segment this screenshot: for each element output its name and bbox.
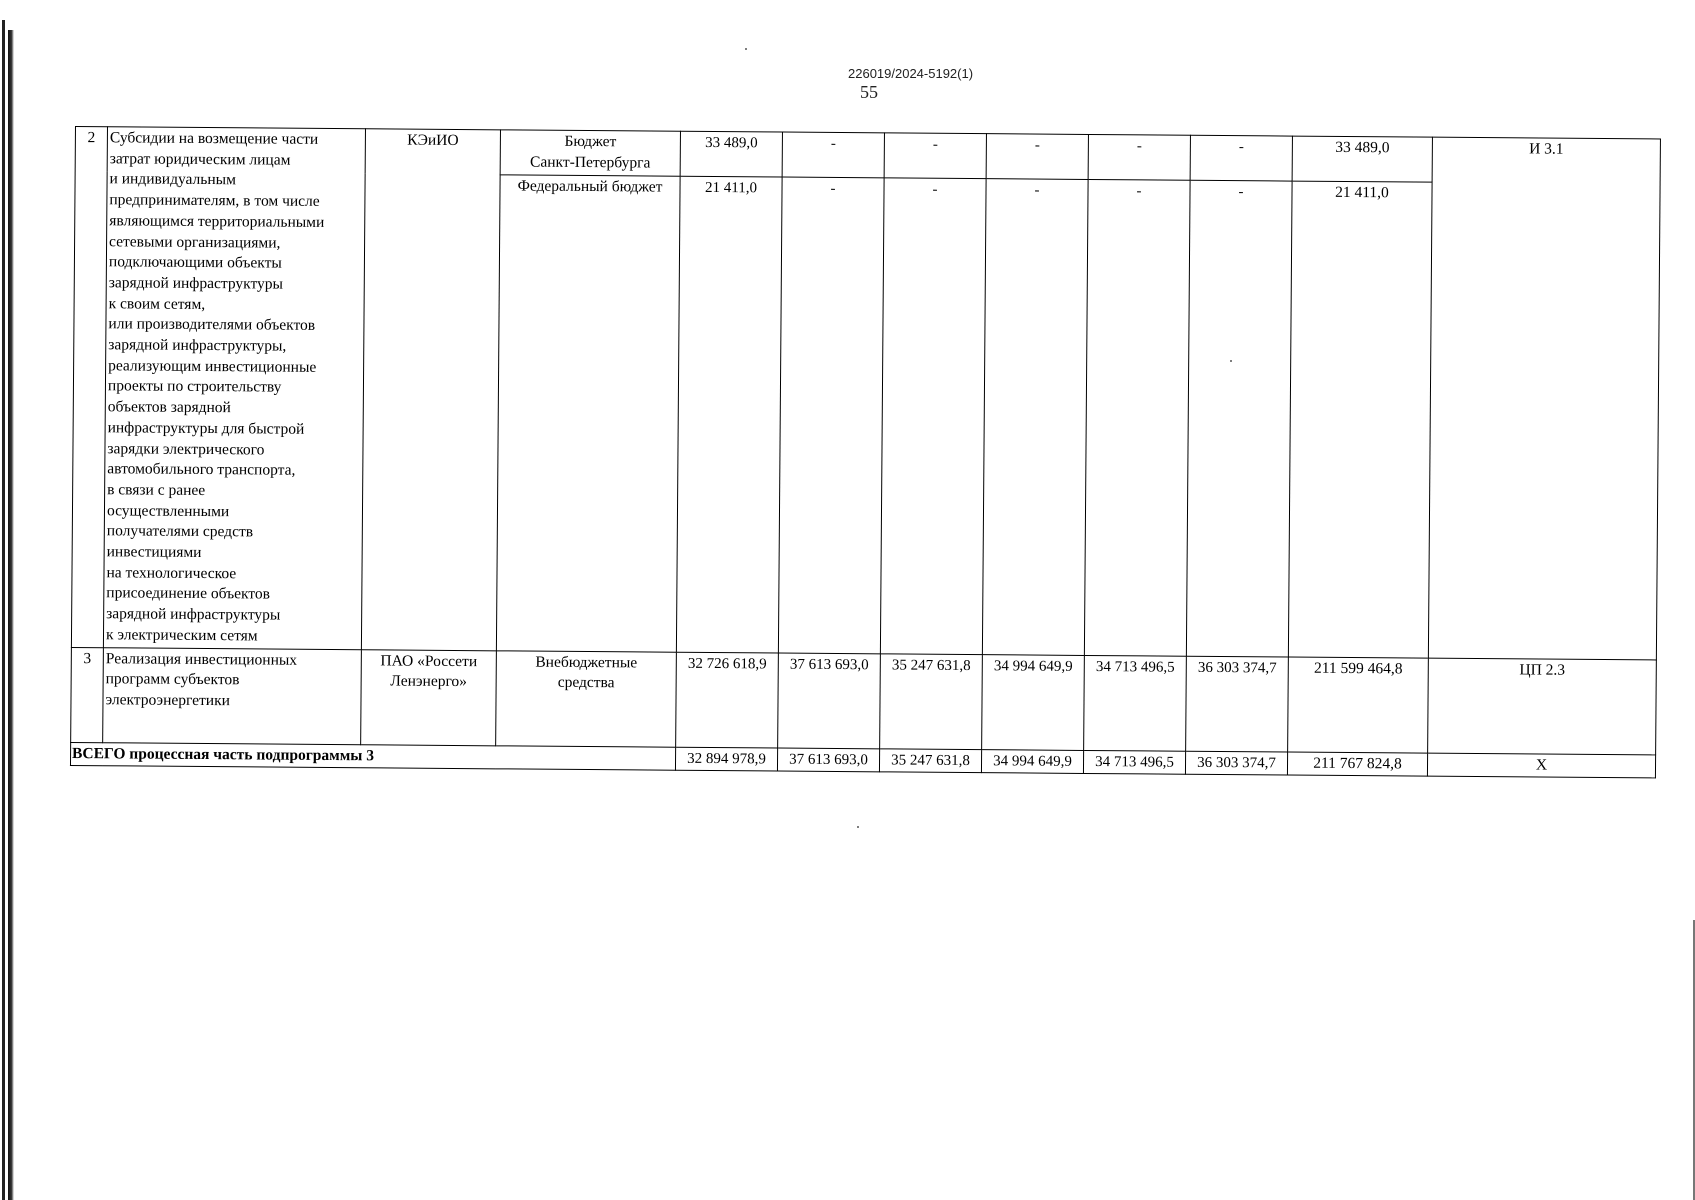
description-line: затрат юридическим лицам — [109, 149, 291, 169]
description-line: предпринимателям, в том числе — [109, 191, 320, 211]
scan-speck — [745, 48, 747, 50]
source-line: Санкт-Петербурга — [530, 153, 651, 172]
table-row — [75, 127, 1660, 184]
description-line: электроэнергетики — [105, 691, 231, 710]
source-line: Федеральный бюджет — [517, 176, 663, 196]
year-value: - — [880, 177, 986, 654]
description-line: инфраструктуры для быстрой — [107, 419, 305, 438]
description-line: реализующим инвестиционные — [108, 357, 317, 376]
description-line: программ субъектов — [105, 670, 240, 689]
description-line: в связи с ранее — [107, 481, 206, 499]
description-line: зарядной инфраструктуры — [108, 274, 284, 293]
year-value: - — [1088, 134, 1190, 179]
year-value: 32 726 618,9 — [676, 652, 779, 748]
source-line: Внебюджетные — [535, 653, 638, 672]
row-total: 21 411,0 — [1288, 181, 1432, 658]
row-number: 3 — [71, 647, 104, 742]
budget-table — [70, 126, 1661, 779]
description-line: являющимся территориальными — [109, 212, 325, 231]
year-value: - — [778, 177, 884, 654]
description-line: Реализация инвестиционных — [105, 649, 298, 669]
description-line: подключающими объекты — [108, 253, 282, 272]
description-line: объектов зарядной — [107, 398, 231, 417]
year-value: 33 489,0 — [680, 131, 782, 176]
measure-description — [103, 127, 365, 650]
description-line: сетевыми организациями, — [109, 232, 281, 252]
year-value: 34 713 496,5 — [1084, 655, 1187, 751]
year-value: 35 247 631,8 — [880, 653, 983, 749]
row-total: 33 489,0 — [1292, 136, 1432, 182]
description-line: инвестициями — [106, 543, 202, 562]
year-value: - — [986, 134, 1088, 179]
summary-total: 211 767 824,8 — [1287, 752, 1427, 777]
summary-year-value: 32 894 978,9 — [675, 747, 777, 772]
funding-source — [500, 130, 680, 176]
summary-target: Х — [1427, 753, 1655, 778]
year-value: 36 303 374,7 — [1186, 656, 1289, 752]
year-value: - — [884, 133, 986, 178]
description-line: автомобильного транспорта, — [107, 460, 296, 479]
year-value: - — [1190, 135, 1292, 180]
document-registration-number: 226019/2024-5192(1) — [848, 66, 974, 81]
description-line: проекты по строительству — [107, 377, 282, 397]
year-value: 37 613 693,0 — [778, 653, 881, 749]
executor-line: ПАО «Россети — [380, 651, 478, 670]
description-line: получателями средств — [106, 522, 254, 541]
scan-edge — [2, 20, 5, 1200]
executor — [361, 649, 497, 745]
page-number: 55 — [860, 82, 878, 102]
source-line: средства — [557, 674, 615, 692]
target-indicator: И 3.1 — [1428, 137, 1660, 659]
description-line: на технологическое — [106, 564, 237, 583]
funding-source — [496, 650, 677, 746]
scan-speck — [857, 826, 859, 828]
description-line: зарядки электрического — [107, 439, 265, 459]
year-value: 34 994 649,9 — [982, 654, 1085, 750]
measure-description — [103, 647, 362, 744]
scan-speck — [1230, 360, 1232, 362]
description-line: и индивидуальным — [109, 170, 236, 189]
description-line: к своим сетям, — [108, 294, 206, 313]
source-line: Бюджет — [564, 132, 617, 151]
description-line: зарядной инфраструктуры — [106, 605, 281, 624]
year-value: - — [782, 132, 884, 177]
description-line: зарядной инфраструктуры, — [108, 336, 287, 355]
summary-year-value: 37 613 693,0 — [777, 748, 879, 773]
summary-year-value: 35 247 631,8 — [879, 748, 981, 773]
description-line: Субсидии на возмещение части — [109, 129, 319, 148]
executor: КЭиИО — [361, 129, 500, 651]
executor-line: Ленэнерго» — [390, 672, 468, 691]
row-number: 2 — [71, 127, 107, 648]
description-line: или производителями объектов — [108, 315, 316, 335]
year-value: - — [1084, 179, 1190, 656]
description-line: присоединение объектов — [106, 584, 271, 604]
table-row — [71, 647, 1657, 754]
year-value: - — [982, 178, 1088, 655]
budget-table-sheet — [70, 126, 1660, 779]
summary-year-value: 34 713 496,5 — [1083, 750, 1185, 775]
description-line: осуществленными — [106, 501, 230, 520]
scan-shadow — [8, 30, 14, 1200]
summary-year-value: 36 303 374,7 — [1185, 751, 1287, 776]
description-line: к электрическим сетям — [105, 626, 258, 645]
row-total: 211 599 464,8 — [1288, 657, 1429, 753]
funding-source — [496, 174, 680, 651]
year-value: 21 411,0 — [676, 176, 782, 653]
target-indicator: ЦП 2.3 — [1428, 658, 1657, 755]
summary-label: ВСЕГО процессная часть подпрограммы 3 — [70, 742, 675, 770]
summary-year-value: 34 994 649,9 — [981, 749, 1083, 774]
year-value: - — [1186, 180, 1292, 657]
